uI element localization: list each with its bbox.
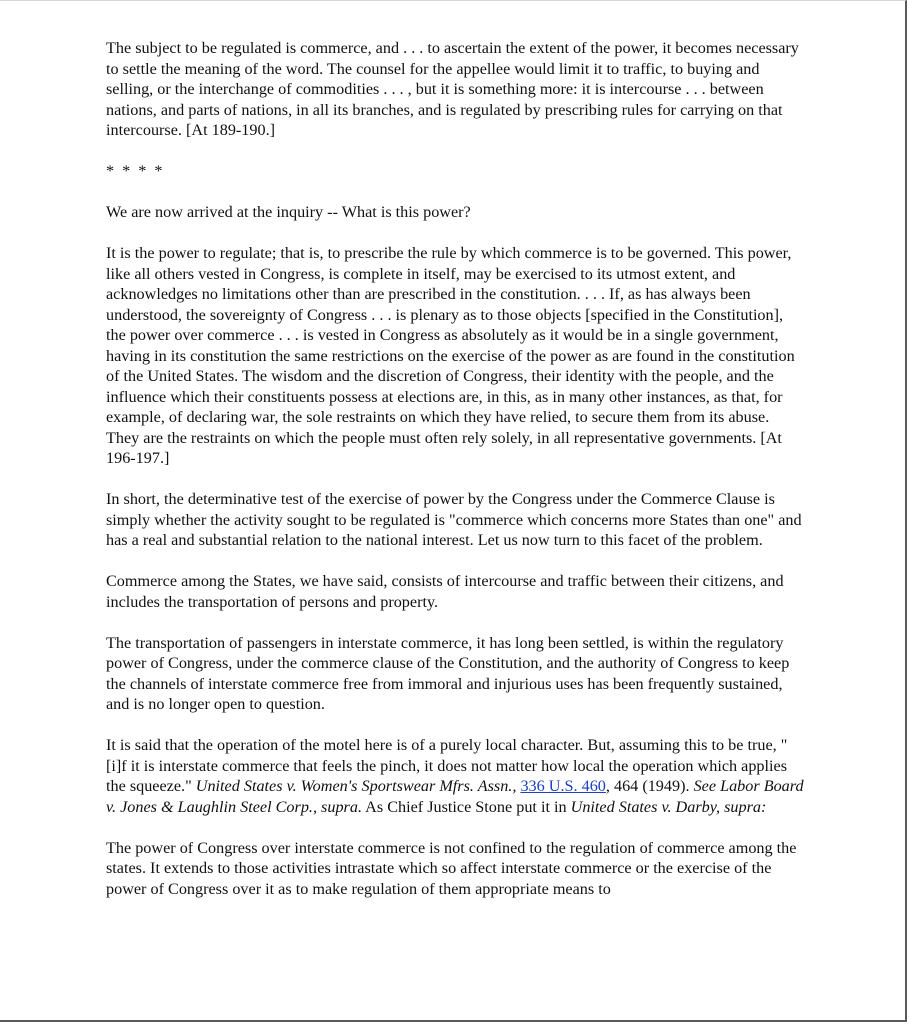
paragraph-power-over-interstate-commerce: The power of Congress over interstate commerce is not confined to the regulation of commerce among the states. It extends to those activities intrastate which so affect interstate commerce or the exercise of the power of Congress over it as to make regulation of them appropriate means to	[106, 838, 797, 898]
paragraph-power-to-regulate: It is the power to regulate; that is, to prescribe the rule by which commerce is to be governed. This power, like all others vested in Congress, is complete in itself, may be exercised to its utmost extent, and acknowledges no limitations other than are prescribed in the constitution. . . . If, as has always been understood, the sovereignty of Congress . . . is plenary as to those objects [specified in the Constitution], the power over commerce . . . is vested in Congress as absolutely as it would be in a single government, having in its constitution the same restrictions on the exercise of the power as are found in the constitution of the United States. The wisdom and the discretion of Congress, their identity with the people, and the influence which their constituents possess at elections are, in this, as in many other instances, as that, for example, of declaring war, the sole restraints on which they have relied, to secure them from its abuse. They are the restraints on which the people must often rely solely, in all representative governments. [At 196-197.]	[106, 244, 795, 467]
document-body	[106, 38, 806, 920]
section-separator: * * * *	[106, 162, 165, 180]
motel-text-3: As Chief Justice Stone put it in	[362, 797, 571, 816]
paragraph-motel-local-character	[106, 735, 806, 817]
motel-text-1: It is said that the operation of the motel here is of a purely local character. But, assuming this to be true, "[i]f it is interstate commerce that feels the pinch, it does not matter how local the operation which applies the squeeze."	[106, 736, 788, 795]
case-citation-labor-board: See Labor Board v. Jones & Laughlin Steel Corp., supra.	[106, 777, 804, 816]
paragraph-inquiry: We are now arrived at the inquiry -- What is this power?	[106, 203, 471, 221]
motel-text-2: , 464 (1949).	[605, 777, 694, 795]
paragraph-determinative-test: In short, the determinative test of the exercise of power by the Congress under the Commerce Clause is simply whether the activity sought to be regulated is "commerce which concerns more States than one" and has a real and substantial relation to the national interest. Let us now turn to this facet of the problem.	[106, 490, 802, 549]
case-citation-womens-sportswear: United States v. Women's Sportswear Mfrs. Assn.,	[195, 777, 517, 795]
paragraph-transportation-passengers: The transportation of passengers in interstate commerce, it has long been settled, is within the regulatory power of Congress, under the commerce clause of the Constitution, and the authority of Congress to keep the channels of interstate commerce free from immoral and injurious uses has been frequently sustained, and is no longer open to question.	[106, 633, 790, 713]
case-citation-darby: United States v. Darby, supra:	[570, 797, 767, 816]
citation-link-336-us-460[interactable]: 336 U.S. 460	[520, 777, 606, 795]
paragraph-commerce-definition: The subject to be regulated is commerce, and . . . to ascertain the extent of the power, it becomes necessary to settle the meaning of the word. The counsel for the appellee would limit it to traffic, to buying and selling, or the interchange of commodities . . . , but it is something more: it is intercourse . . . between nations, and parts of nations, in all its branches, and is regulated by prescribing rules for carrying on that intercourse. [At 189-190.]	[106, 39, 799, 139]
paragraph-commerce-among-states: Commerce among the States, we have said, consists of intercourse and traffic between their citizens, and includes the transportation of persons and property.	[106, 572, 784, 611]
